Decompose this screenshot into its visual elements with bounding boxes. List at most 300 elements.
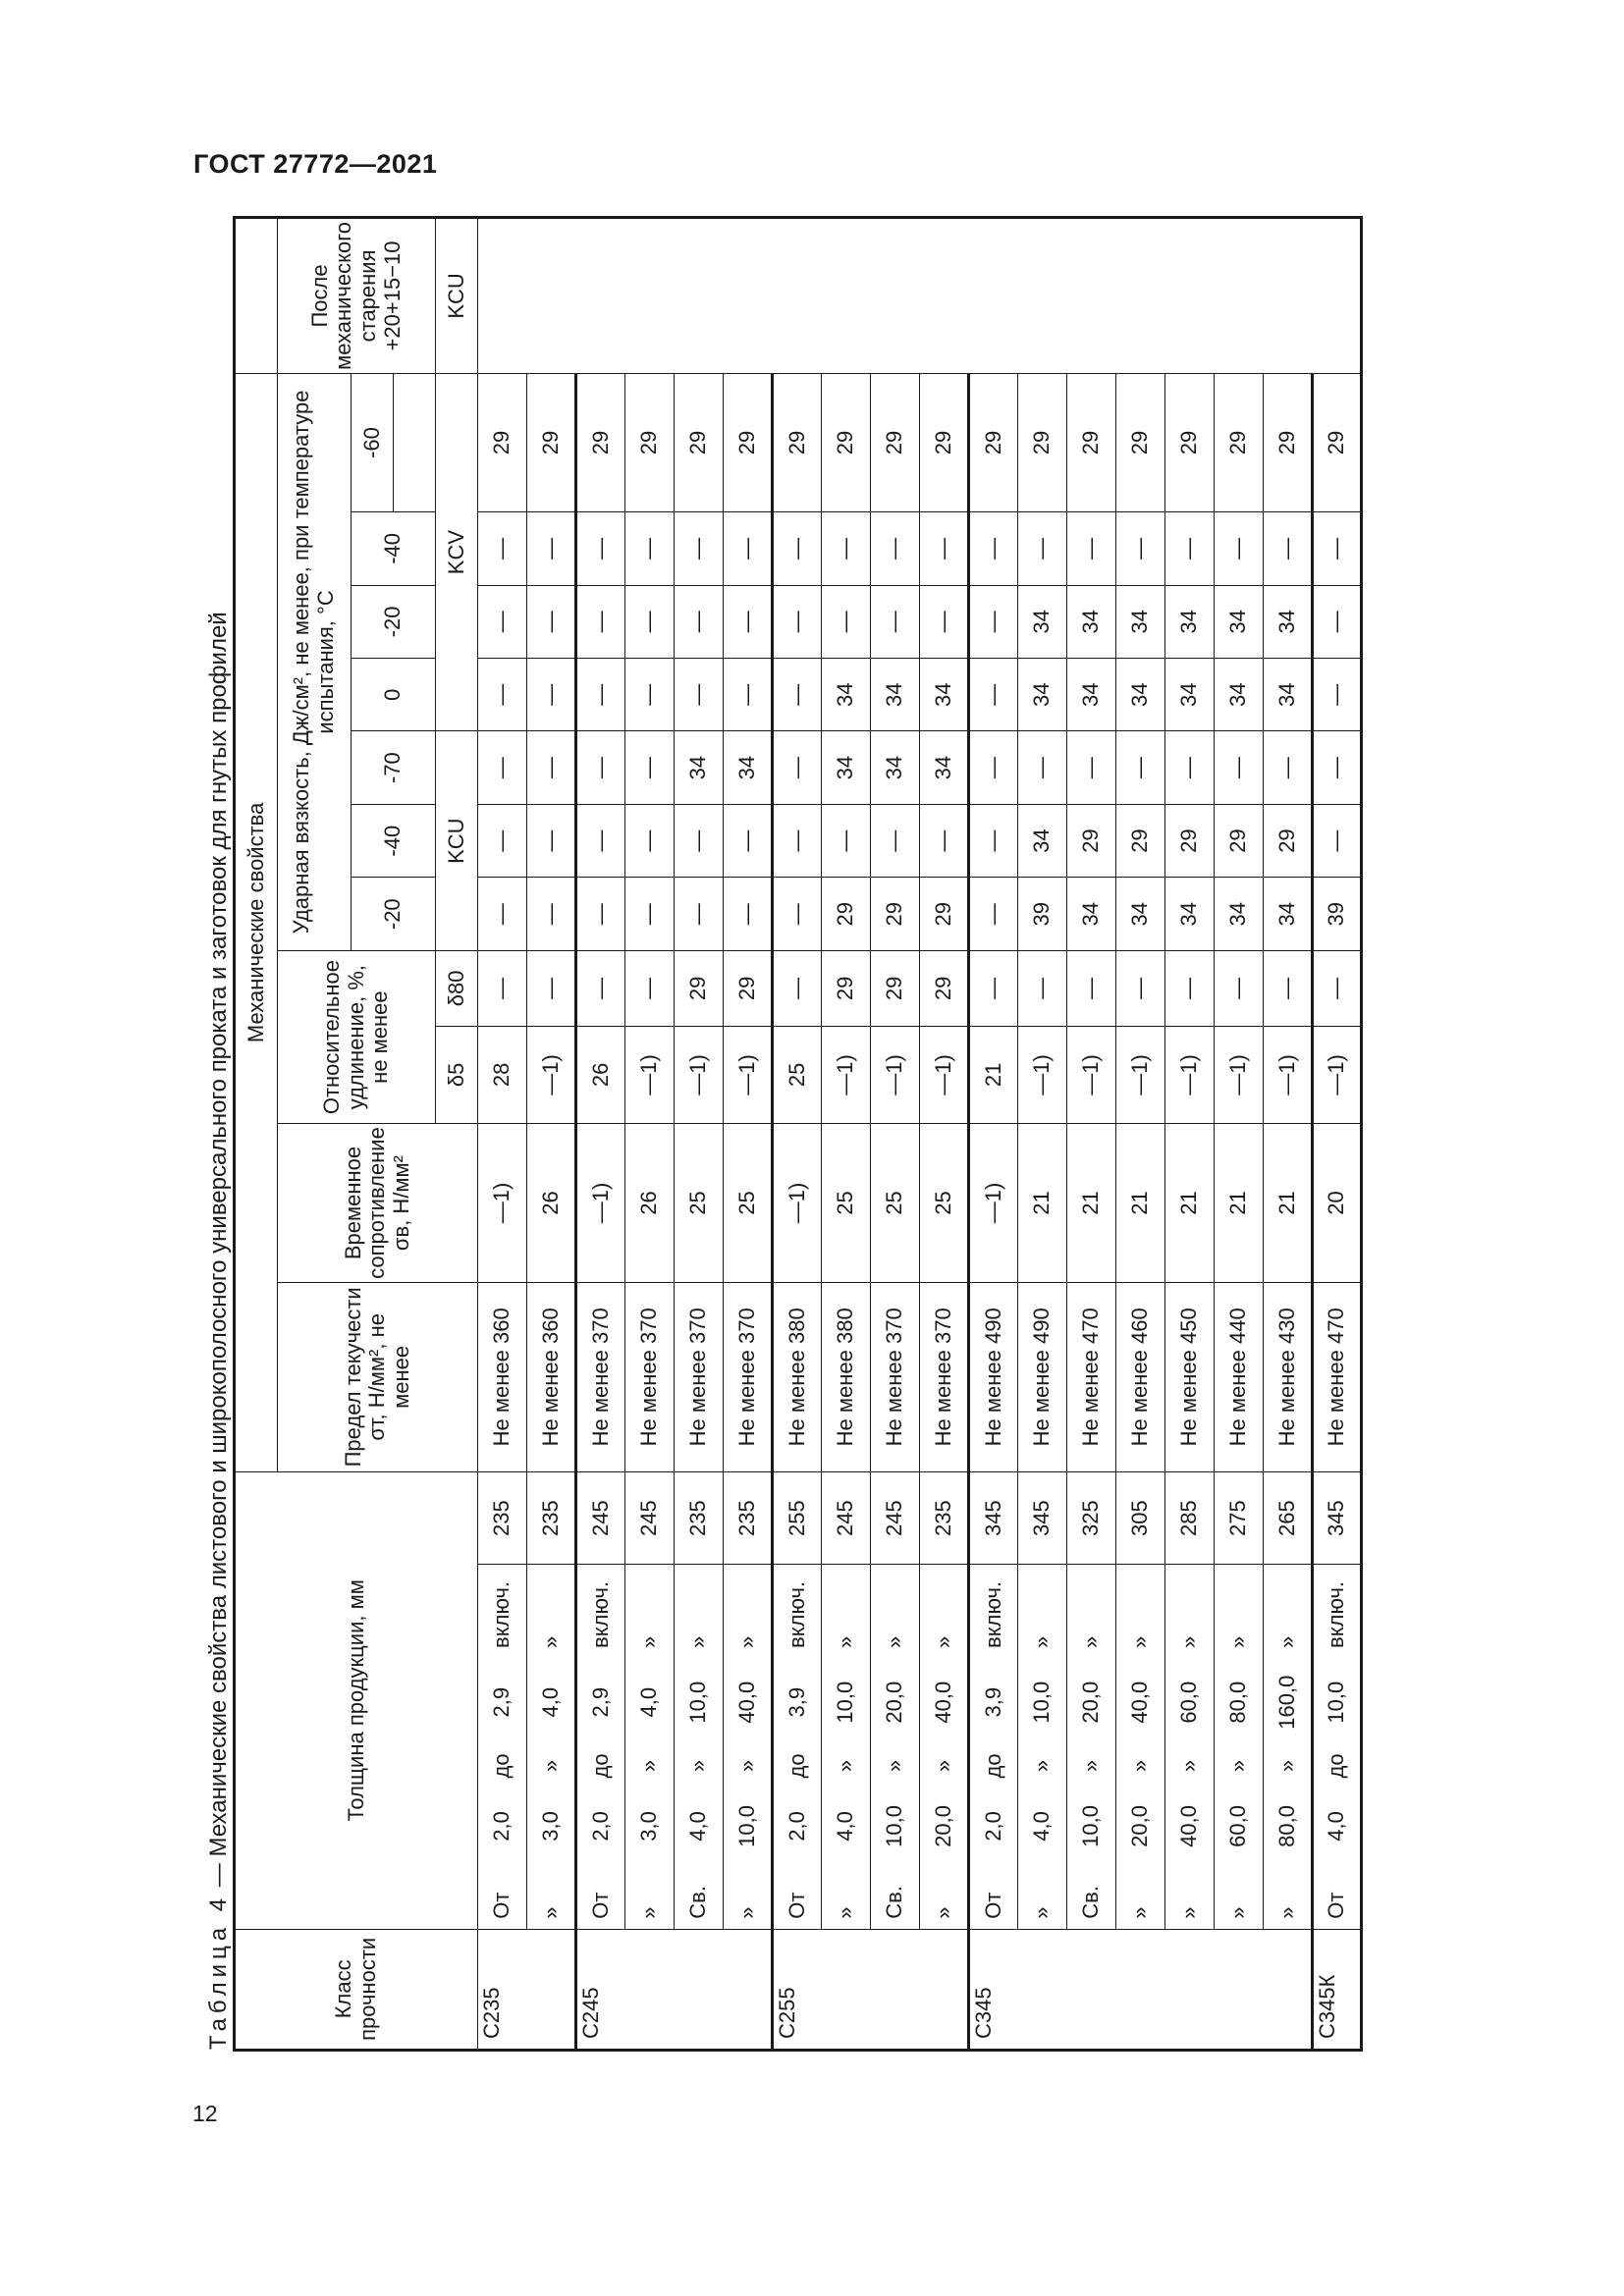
cell-kcv-minus20: — — [478, 659, 527, 731]
header-d5: δ5 — [436, 1026, 478, 1124]
cell-yield-strength: 305 — [1116, 1471, 1165, 1565]
cell-kcv-minus40: — — [724, 585, 773, 659]
cell-kcv-0: — — [1313, 731, 1362, 805]
cell-kcv-minus20: — — [625, 659, 675, 731]
cell-kcu-minus20: 29 — [724, 951, 773, 1027]
cell-kcu-minus70: 29 — [1165, 804, 1215, 878]
cell-elongation-d5: 25 — [675, 1124, 724, 1283]
header-t-kcu-20: -20 — [352, 878, 436, 951]
cell-kcv-minus40: — — [478, 585, 527, 659]
cell-thickness-from: 4,0 — [675, 1789, 724, 1863]
cell-kcv-minus20: — — [527, 659, 576, 731]
cell-klass — [1018, 1929, 1067, 2050]
cell-kcu-minus70: — — [1313, 804, 1362, 878]
cell-thickness-mid: » — [1018, 1742, 1067, 1789]
cell-thickness-from: 60,0 — [1215, 1789, 1264, 1863]
table-row — [1313, 218, 1362, 2051]
table-row — [576, 218, 625, 2051]
cell-kcv-minus40: — — [675, 585, 724, 659]
cell-kcv-minus60: — — [773, 512, 822, 586]
cell-kcu-minus20: — — [478, 951, 527, 1027]
cell-elongation-d80: —1) — [1067, 1026, 1116, 1124]
cell-kcv-minus20: — — [675, 659, 724, 731]
cell-kcu-after-aging: 29 — [871, 373, 920, 511]
cell-elongation-d80: —1) — [1313, 1026, 1362, 1124]
cell-klass — [527, 1929, 576, 2050]
cell-yield-strength: 345 — [1313, 1471, 1362, 1565]
cell-kcu-after-aging: 29 — [1018, 373, 1067, 511]
cell-tensile-strength: Не менее 470 — [1313, 1282, 1362, 1471]
header-yield: Предел текучести σт, Н/мм², не менее — [278, 1282, 478, 1471]
cell-thickness-to: 40,0 — [1116, 1662, 1165, 1743]
cell-yield-strength: 235 — [920, 1471, 969, 1565]
cell-kcu-minus40: — — [773, 878, 822, 951]
cell-klass — [1116, 1929, 1165, 2050]
cell-elongation-d5: 21 — [1116, 1124, 1165, 1283]
cell-thickness-from: 2,0 — [478, 1789, 527, 1863]
cell-thickness-suffix: включ. — [478, 1565, 527, 1662]
cell-thickness-from: 10,0 — [1067, 1789, 1116, 1863]
cell-kcu-minus40: — — [478, 878, 527, 951]
cell-kcv-minus20: — — [1313, 659, 1362, 731]
cell-yield-strength: 285 — [1165, 1471, 1215, 1565]
cell-yield-strength: 275 — [1215, 1471, 1264, 1565]
cell-kcu-after-aging: 29 — [1313, 373, 1362, 511]
cell-thickness-mid: » — [1264, 1742, 1313, 1789]
cell-kcv-0: — — [1165, 731, 1215, 805]
cell-yield-strength: 325 — [1067, 1471, 1116, 1565]
cell-kcu-minus40: 39 — [1313, 878, 1362, 951]
cell-kcu-after-aging: 29 — [625, 373, 675, 511]
cell-thickness-from: 20,0 — [920, 1789, 969, 1863]
cell-thickness-mid: » — [871, 1742, 920, 1789]
cell-klass: С345К — [1313, 1929, 1362, 2050]
cell-thickness-mid: » — [1165, 1742, 1215, 1789]
cell-kcv-minus60: — — [625, 512, 675, 586]
header-t-kcv-0: 0 — [352, 659, 436, 731]
cell-kcu-minus20: — — [1313, 951, 1362, 1027]
cell-elongation-d80: —1) — [822, 1026, 871, 1124]
cell-kcu-minus40: 29 — [871, 878, 920, 951]
cell-klass — [1264, 1929, 1313, 2050]
cell-thickness-mid: » — [920, 1742, 969, 1789]
cell-kcu-after-aging: 29 — [478, 373, 527, 511]
cell-kcv-minus40: — — [625, 585, 675, 659]
cell-klass — [920, 1929, 969, 2050]
cell-thickness-suffix: » — [1116, 1565, 1165, 1662]
cell-kcv-minus20: — — [576, 659, 625, 731]
cell-kcu-minus70: — — [871, 804, 920, 878]
table-row — [478, 218, 527, 2051]
cell-thickness-suffix: » — [1018, 1565, 1067, 1662]
cell-thickness-prefix: От — [1313, 1864, 1362, 1930]
cell-kcv-minus20: 34 — [1067, 659, 1116, 731]
cell-tensile-strength: Не менее 450 — [1165, 1282, 1215, 1471]
table-row — [1018, 218, 1067, 2051]
table-row — [822, 218, 871, 2051]
cell-thickness-suffix: включ. — [773, 1565, 822, 1662]
mechanical-properties-table — [233, 216, 1363, 2052]
cell-kcv-minus60: — — [1215, 512, 1264, 586]
cell-kcu-after-aging: 29 — [1215, 373, 1264, 511]
cell-tensile-strength: Не менее 430 — [1264, 1282, 1313, 1471]
cell-thickness-prefix: Св. — [675, 1864, 724, 1930]
cell-elongation-d80: —1) — [527, 1026, 576, 1124]
cell-kcv-0: 34 — [920, 731, 969, 805]
table-body — [478, 218, 1362, 2051]
cell-elongation-d5: —1) — [773, 1124, 822, 1283]
cell-kcv-minus40: — — [871, 585, 920, 659]
cell-kcv-minus40: — — [969, 585, 1018, 659]
cell-thickness-suffix: » — [1165, 1565, 1215, 1662]
page-number: 12 — [192, 2101, 218, 2126]
cell-kcu-minus40: — — [576, 878, 625, 951]
cell-elongation-d80: —1) — [1116, 1026, 1165, 1124]
cell-thickness-to: 3,9 — [969, 1662, 1018, 1743]
cell-thickness-mid: » — [527, 1742, 576, 1789]
cell-thickness-prefix: » — [1018, 1864, 1067, 1930]
cell-klass — [822, 1929, 871, 2050]
cell-yield-strength: 265 — [1264, 1471, 1313, 1565]
header-aging: После механического старения +20+15−10 — [278, 218, 436, 374]
cell-thickness-prefix: От — [773, 1864, 822, 1930]
cell-thickness-to: 80,0 — [1215, 1662, 1264, 1743]
cell-kcv-minus20: 34 — [1264, 659, 1313, 731]
cell-kcu-minus20: — — [625, 951, 675, 1027]
cell-yield-strength: 245 — [871, 1471, 920, 1565]
cell-thickness-prefix: » — [527, 1864, 576, 1930]
cell-kcv-0: — — [969, 731, 1018, 805]
cell-tensile-strength: Не менее 490 — [969, 1282, 1018, 1471]
cell-elongation-d80: 26 — [576, 1026, 625, 1124]
cell-thickness-from: 2,0 — [773, 1789, 822, 1863]
header-kcv: KCV — [436, 373, 478, 730]
cell-kcu-minus70: — — [478, 804, 527, 878]
cell-kcu-after-aging: 29 — [1067, 373, 1116, 511]
table-row — [773, 218, 822, 2051]
cell-klass — [871, 1929, 920, 2050]
cell-thickness-mid: » — [625, 1742, 675, 1789]
cell-kcv-0: — — [1264, 731, 1313, 805]
cell-thickness-suffix: » — [920, 1565, 969, 1662]
cell-thickness-to: 2,9 — [478, 1662, 527, 1743]
cell-elongation-d80: —1) — [1215, 1026, 1264, 1124]
cell-kcv-minus20: 34 — [871, 659, 920, 731]
cell-kcv-0: — — [773, 731, 822, 805]
cell-kcv-minus60: — — [724, 512, 773, 586]
cell-kcu-after-aging: 29 — [1116, 373, 1165, 511]
cell-kcv-minus40: — — [822, 585, 871, 659]
cell-thickness-suffix: » — [822, 1565, 871, 1662]
cell-kcu-minus70: 29 — [1116, 804, 1165, 878]
cell-kcu-after-aging: 29 — [920, 373, 969, 511]
cell-thickness-from: 4,0 — [822, 1789, 871, 1863]
cell-thickness-prefix: » — [822, 1864, 871, 1930]
cell-kcu-minus40: — — [675, 878, 724, 951]
table-row — [1165, 218, 1215, 2051]
cell-kcv-minus40: — — [576, 585, 625, 659]
cell-thickness-mid: » — [822, 1742, 871, 1789]
table-row — [527, 218, 576, 2051]
cell-kcu-after-aging: 29 — [1165, 373, 1215, 511]
cell-thickness-to: 4,0 — [625, 1662, 675, 1743]
cell-thickness-suffix: включ. — [969, 1565, 1018, 1662]
cell-kcv-0: — — [625, 731, 675, 805]
cell-klass — [625, 1929, 675, 2050]
cell-tensile-strength: Не менее 370 — [871, 1282, 920, 1471]
cell-klass — [1067, 1929, 1116, 2050]
header-t-kcu-40: -40 — [352, 804, 436, 878]
cell-kcu-minus70: 29 — [1067, 804, 1116, 878]
cell-kcu-minus20: — — [773, 951, 822, 1027]
cell-kcv-minus20: 34 — [1215, 659, 1264, 731]
cell-elongation-d80: —1) — [1165, 1026, 1215, 1124]
cell-kcu-minus70: — — [920, 804, 969, 878]
cell-kcu-minus70: 29 — [1264, 804, 1313, 878]
cell-kcv-minus40: 34 — [1264, 585, 1313, 659]
cell-kcu-minus40: — — [527, 878, 576, 951]
table-row — [1264, 218, 1313, 2051]
rotated-table-area — [193, 216, 1391, 2081]
cell-thickness-mid: » — [1067, 1742, 1116, 1789]
cell-klass — [724, 1929, 773, 2050]
cell-kcu-minus70: 34 — [1018, 804, 1067, 878]
cell-thickness-to: 10,0 — [675, 1662, 724, 1743]
cell-thickness-from: 4,0 — [1018, 1789, 1067, 1863]
cell-kcu-after-aging: 29 — [773, 373, 822, 511]
cell-thickness-prefix: » — [1215, 1864, 1264, 1930]
cell-tensile-strength: Не менее 490 — [1018, 1282, 1067, 1471]
header-t-kcv-60-gap — [394, 373, 436, 511]
cell-kcv-minus60: — — [1018, 512, 1067, 586]
cell-thickness-from: 2,0 — [969, 1789, 1018, 1863]
cell-elongation-d5: 25 — [822, 1124, 871, 1283]
cell-thickness-prefix: » — [1264, 1864, 1313, 1930]
cell-elongation-d80: —1) — [724, 1026, 773, 1124]
cell-kcv-minus20: — — [969, 659, 1018, 731]
cell-kcv-0: 34 — [724, 731, 773, 805]
cell-elongation-d80: —1) — [1018, 1026, 1067, 1124]
cell-thickness-from: 20,0 — [1116, 1789, 1165, 1863]
cell-kcu-minus20: — — [1116, 951, 1165, 1027]
cell-klass — [1165, 1929, 1215, 2050]
cell-kcu-minus40: 34 — [1067, 878, 1116, 951]
cell-kcv-minus60: — — [478, 512, 527, 586]
header-t-kcu-70: -70 — [352, 731, 436, 805]
table-row — [1116, 218, 1165, 2051]
cell-tensile-strength: Не менее 370 — [724, 1282, 773, 1471]
cell-thickness-to: 10,0 — [1018, 1662, 1067, 1743]
cell-kcu-minus40: 34 — [1215, 878, 1264, 951]
cell-klass — [1215, 1929, 1264, 2050]
cell-kcu-minus20: 29 — [675, 951, 724, 1027]
cell-kcv-0: 34 — [822, 731, 871, 805]
cell-thickness-from: 2,0 — [576, 1789, 625, 1863]
cell-yield-strength: 345 — [969, 1471, 1018, 1565]
cell-thickness-to: 160,0 — [1264, 1662, 1313, 1743]
cell-thickness-prefix: От — [478, 1864, 527, 1930]
cell-kcv-minus60: — — [527, 512, 576, 586]
cell-kcv-minus40: — — [773, 585, 822, 659]
cell-kcv-0: 34 — [675, 731, 724, 805]
cell-elongation-d5: 20 — [1313, 1124, 1362, 1283]
cell-kcu-minus20: — — [527, 951, 576, 1027]
cell-kcv-minus40: 34 — [1165, 585, 1215, 659]
cell-thickness-suffix: » — [527, 1565, 576, 1662]
cell-tensile-strength: Не менее 370 — [576, 1282, 625, 1471]
table-row — [920, 218, 969, 2051]
cell-elongation-d80: —1) — [625, 1026, 675, 1124]
table-row — [1215, 218, 1264, 2051]
cell-thickness-prefix: От — [969, 1864, 1018, 1930]
cell-thickness-to: 2,9 — [576, 1662, 625, 1743]
cell-elongation-d5: 21 — [1215, 1124, 1264, 1283]
cell-thickness-suffix: » — [1215, 1565, 1264, 1662]
cell-klass — [675, 1929, 724, 2050]
cell-thickness-to: 20,0 — [1067, 1662, 1116, 1743]
cell-thickness-from: 3,0 — [625, 1789, 675, 1863]
cell-kcu-minus40: — — [625, 878, 675, 951]
cell-kcu-minus20: — — [1215, 951, 1264, 1027]
cell-yield-strength: 245 — [625, 1471, 675, 1565]
cell-kcu-minus70: — — [625, 804, 675, 878]
cell-kcv-0: — — [478, 731, 527, 805]
cell-elongation-d5: 26 — [527, 1124, 576, 1283]
cell-thickness-suffix: » — [1264, 1565, 1313, 1662]
cell-thickness-suffix: » — [675, 1565, 724, 1662]
cell-kcv-minus60: — — [969, 512, 1018, 586]
cell-kcu-minus40: 29 — [920, 878, 969, 951]
cell-elongation-d80: —1) — [675, 1026, 724, 1124]
cell-elongation-d5: 21 — [1067, 1124, 1116, 1283]
cell-kcu-minus20: 29 — [822, 951, 871, 1027]
cell-elongation-d80: —1) — [871, 1026, 920, 1124]
cell-kcv-minus60: — — [1165, 512, 1215, 586]
cell-kcu-minus40: 29 — [822, 878, 871, 951]
header-klass: Класс прочности — [235, 1929, 478, 2050]
cell-yield-strength: 255 — [773, 1471, 822, 1565]
cell-kcu-minus70: 29 — [1215, 804, 1264, 878]
cell-thickness-suffix: » — [724, 1565, 773, 1662]
cell-kcv-minus40: — — [527, 585, 576, 659]
cell-thickness-from: 80,0 — [1264, 1789, 1313, 1863]
cell-thickness-mid: » — [1116, 1742, 1165, 1789]
cell-thickness-mid: до — [576, 1742, 625, 1789]
cell-thickness-prefix: Св. — [1067, 1864, 1116, 1930]
cell-kcu-minus70: — — [576, 804, 625, 878]
cell-elongation-d5: —1) — [969, 1124, 1018, 1283]
cell-kcu-minus40: 34 — [1165, 878, 1215, 951]
cell-kcv-minus60: — — [871, 512, 920, 586]
cell-tensile-strength: Не менее 370 — [625, 1282, 675, 1471]
cell-yield-strength: 235 — [724, 1471, 773, 1565]
cell-thickness-to: 10,0 — [1313, 1662, 1362, 1743]
document-title: ГОСТ 27772—2021 — [193, 149, 438, 179]
cell-thickness-suffix: » — [871, 1565, 920, 1662]
cell-elongation-d80: —1) — [1264, 1026, 1313, 1124]
table-row — [969, 218, 1018, 2051]
cell-thickness-suffix: включ. — [1313, 1565, 1362, 1662]
cell-tensile-strength: Не менее 380 — [773, 1282, 822, 1471]
cell-kcu-after-aging: 29 — [969, 373, 1018, 511]
header-thickness: Толщина продукции, мм — [235, 1471, 478, 1929]
cell-thickness-mid: » — [1215, 1742, 1264, 1789]
cell-kcv-minus20: 34 — [822, 659, 871, 731]
cell-thickness-suffix: » — [625, 1565, 675, 1662]
cell-klass: С235 — [478, 1929, 527, 2050]
cell-kcv-0: — — [527, 731, 576, 805]
cell-kcu-minus20: — — [1067, 951, 1116, 1027]
cell-thickness-prefix: » — [1165, 1864, 1215, 1930]
cell-kcu-after-aging: 29 — [576, 373, 625, 511]
cell-tensile-strength: Не менее 360 — [478, 1282, 527, 1471]
cell-kcv-minus40: — — [920, 585, 969, 659]
cell-tensile-strength: Не менее 360 — [527, 1282, 576, 1471]
cell-kcu-minus40: — — [724, 878, 773, 951]
table-row — [1067, 218, 1116, 2051]
cell-thickness-prefix: От — [576, 1864, 625, 1930]
header-t-kcv-20: -20 — [352, 585, 436, 659]
cell-elongation-d5: 25 — [920, 1124, 969, 1283]
cell-thickness-from: 10,0 — [871, 1789, 920, 1863]
cell-tensile-strength: Не менее 370 — [920, 1282, 969, 1471]
cell-kcv-minus20: 34 — [1018, 659, 1067, 731]
table-row — [724, 218, 773, 2051]
cell-kcv-minus20: — — [773, 659, 822, 731]
header-elongation: Относительное удлинение, %, не менее — [278, 951, 436, 1124]
cell-kcv-0: — — [1018, 731, 1067, 805]
cell-elongation-d5: 21 — [1264, 1124, 1313, 1283]
cell-yield-strength: 235 — [675, 1471, 724, 1565]
cell-thickness-to: 10,0 — [822, 1662, 871, 1743]
cell-thickness-suffix: включ. — [576, 1565, 625, 1662]
cell-kcu-minus40: — — [969, 878, 1018, 951]
cell-kcv-minus40: — — [1313, 585, 1362, 659]
cell-thickness-prefix: » — [1116, 1864, 1165, 1930]
header-t-kcv-40: -40 — [352, 512, 436, 586]
cell-kcv-minus60: — — [1264, 512, 1313, 586]
cell-yield-strength: 245 — [576, 1471, 625, 1565]
cell-kcu-minus70: — — [527, 804, 576, 878]
cell-tensile-strength: Не менее 470 — [1067, 1282, 1116, 1471]
header-kcu-aging: KCU — [436, 218, 478, 374]
cell-kcu-minus20: 29 — [871, 951, 920, 1027]
cell-elongation-d5: 26 — [625, 1124, 675, 1283]
cell-thickness-mid: до — [969, 1742, 1018, 1789]
header-mech: Механические свойства — [235, 373, 278, 1471]
cell-klass: С245 — [576, 1929, 625, 2050]
cell-thickness-mid: до — [773, 1742, 822, 1789]
table-row — [625, 218, 675, 2051]
cell-kcu-after-aging: 29 — [527, 373, 576, 511]
cell-elongation-d5: —1) — [478, 1124, 527, 1283]
cell-yield-strength: 235 — [527, 1471, 576, 1565]
cell-kcv-minus20: 34 — [1116, 659, 1165, 731]
cell-thickness-to: 60,0 — [1165, 1662, 1215, 1743]
cell-kcu-minus70: — — [675, 804, 724, 878]
cell-kcv-minus60: — — [576, 512, 625, 586]
cell-kcv-0: — — [1067, 731, 1116, 805]
table-row — [675, 218, 724, 2051]
table-caption-lead: Таблица 4 — [205, 1893, 232, 2050]
table-row — [871, 218, 920, 2051]
cell-kcv-minus40: 34 — [1067, 585, 1116, 659]
cell-thickness-suffix: » — [1067, 1565, 1116, 1662]
cell-kcu-minus20: — — [1165, 951, 1215, 1027]
cell-kcu-after-aging: 29 — [675, 373, 724, 511]
cell-thickness-mid: до — [478, 1742, 527, 1789]
cell-thickness-from: 4,0 — [1313, 1789, 1362, 1863]
